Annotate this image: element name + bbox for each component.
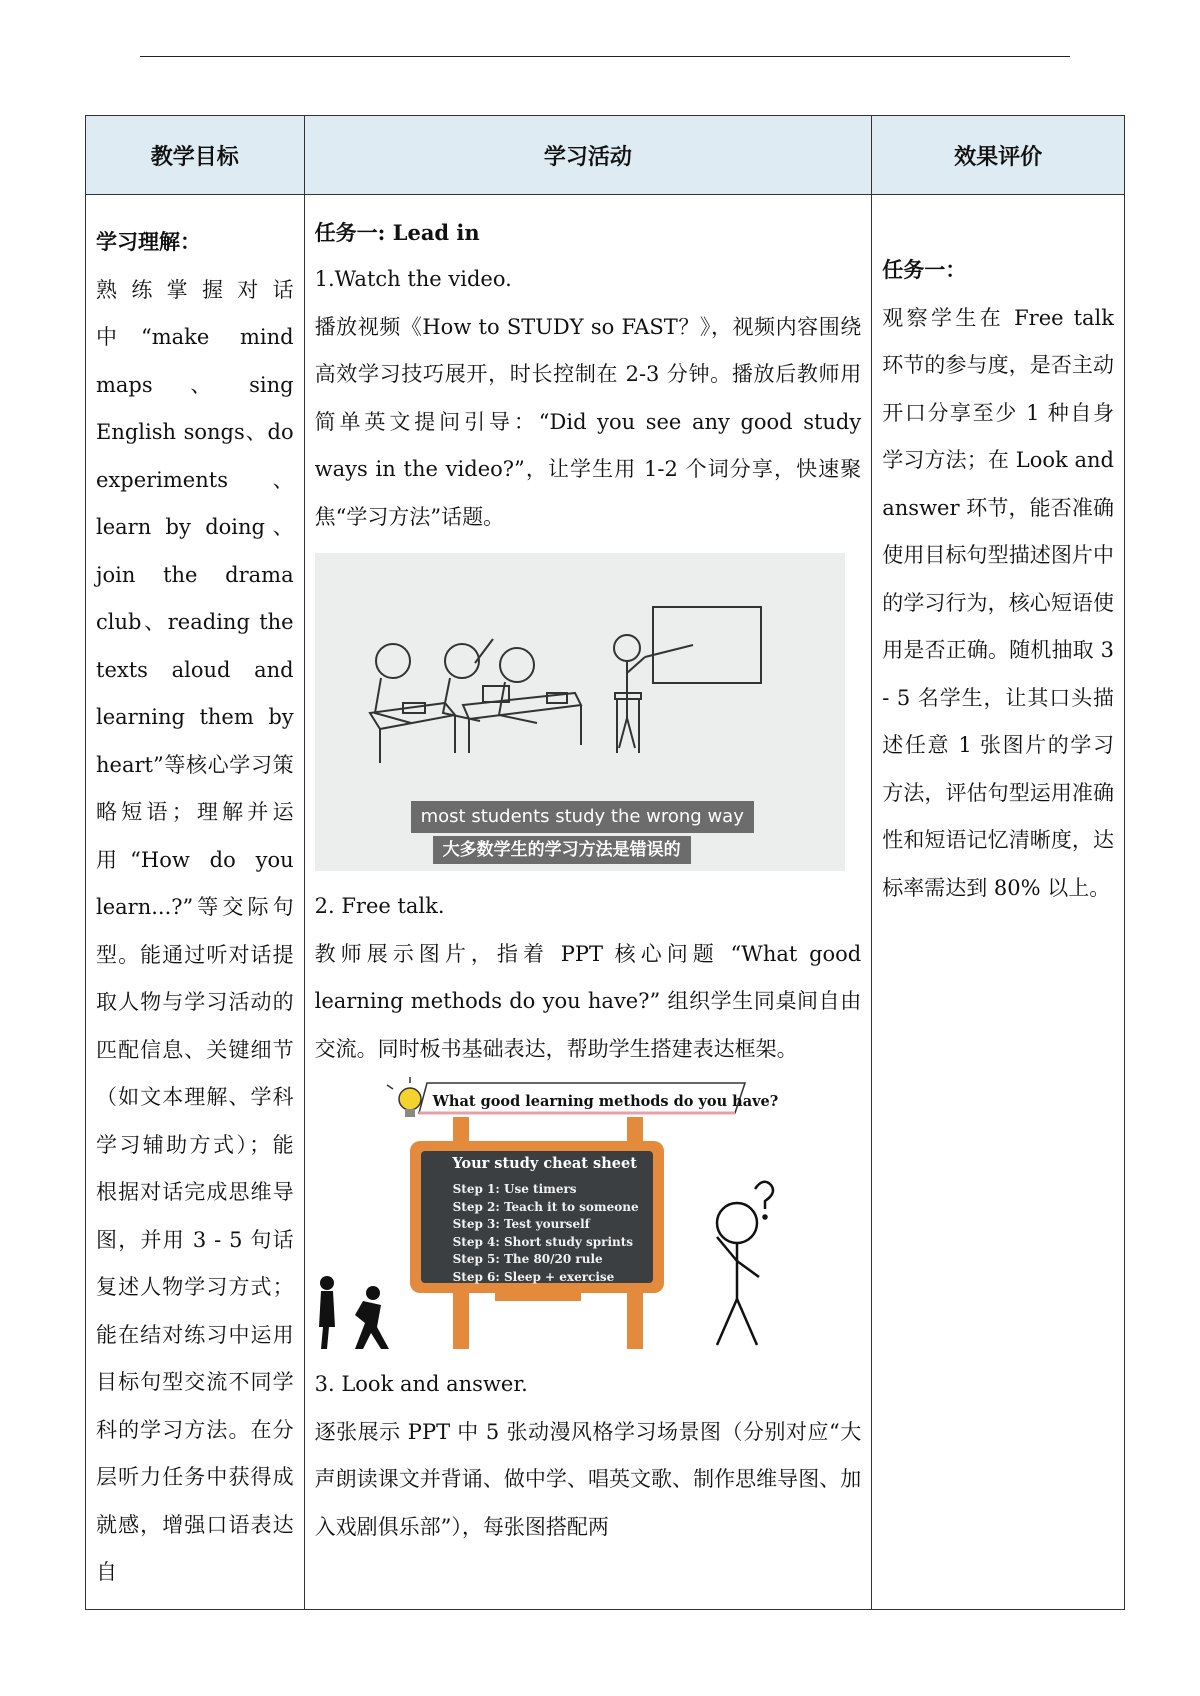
header-activity: 学习活动: [304, 116, 872, 195]
video-caption-chinese: 大多数学生的学习方法是错误的: [433, 836, 691, 864]
banner-question: What good learning methods do you have?: [432, 1093, 779, 1110]
video-still: [315, 553, 845, 871]
board-step: Step 6: Sleep + exercise: [452, 1269, 615, 1284]
table-header-row: [86, 116, 1125, 195]
board-step: Step 4: Short study sprints: [452, 1234, 634, 1249]
header-goal: 教学目标: [86, 116, 305, 195]
evaluation-text: 观察学生在 Free talk 环节的参与度，是否主动开口分享至少 1 种自身学习方法；在 Look and answer 环节，能否准确使用目标句型描述图片中的学习行为，核心短语使用是否正确。随机抽取 3 - 5 名学生，让其口头描述任意 1 张图片的学习方法，评估句型运用准确性和短语记忆清晰度，达标率需达到 80% 以上。: [882, 305, 1114, 900]
activity-cell: [304, 195, 872, 1610]
step1-description: 播放视频《How to STUDY so FAST？》，视频内容围绕高效学习技巧展开，时长控制在 2-3 分钟。播放后教师用简单英文提问引导：“Did you see any good study ways in the video?”，让学生用 1-2 个词分享，快速聚焦“学习方法”话题。: [314, 314, 862, 529]
goal-cell: [86, 195, 305, 1610]
board-step: Step 3: Test yourself: [452, 1217, 590, 1231]
evaluation-title: 任务一：: [882, 258, 967, 282]
step2-description: 教师展示图片，指着 PPT 核心问题 “What good learning methods do you have?” 组织学生同桌间自由交流。同时板书基础表达，帮助学生搭建表达框架。: [314, 941, 862, 1061]
board-step: Step 2: Teach it to someone: [452, 1199, 639, 1214]
header-rule: [140, 56, 1070, 57]
table-row: [86, 195, 1125, 1610]
board-title: Your study cheat sheet: [452, 1155, 637, 1172]
thinking-person-icon: [717, 1182, 773, 1345]
header-evaluation: 效果评价: [872, 116, 1125, 195]
evaluation-cell: [872, 195, 1125, 1610]
people-icon: [319, 1276, 389, 1349]
cheat-sheet-illustration: [315, 1077, 855, 1357]
goal-title: 学习理解：: [96, 230, 201, 254]
step1-label: 1.Watch the video.: [314, 267, 512, 291]
task1-title: 任务一: Lead in: [314, 220, 480, 245]
board-step: Step 5: The 80/20 rule: [452, 1252, 603, 1266]
lesson-plan-table: [85, 115, 1125, 1610]
board-steps: [453, 1181, 639, 1286]
step3-label: 3. Look and answer.: [314, 1372, 528, 1396]
video-caption-english: most students study the wrong way: [411, 801, 754, 833]
step2-label: 2. Free talk.: [314, 894, 445, 918]
step3-description: 逐张展示 PPT 中 5 张动漫风格学习场景图（分别对应“大声朗读课文并背诵、做中学、唱英文歌、制作思维导图、加入戏剧俱乐部”），每张图搭配两: [314, 1419, 862, 1539]
goal-text: 熟练掌握对话中“make mind maps、sing English songs、do experiments、learn by doing、join the drama club、reading the texts aloud and learning them by heart”等核心学习策略短语；理解并运用“How do you learn...?”等交际句型。能通过听对话提取人物与学习活动的匹配信息、关键细节（如文本理解、学科学习辅助方式）；能根据对话完成思维导图，并用 3 - 5 句话复述人物学习方式；能在结对练习中运用目标句型交流不同学科的学习方法。在分层听力任务中获得成就感，增强口语表达自: [96, 277, 294, 1584]
board-step: Step 1: Use timers: [452, 1182, 577, 1196]
